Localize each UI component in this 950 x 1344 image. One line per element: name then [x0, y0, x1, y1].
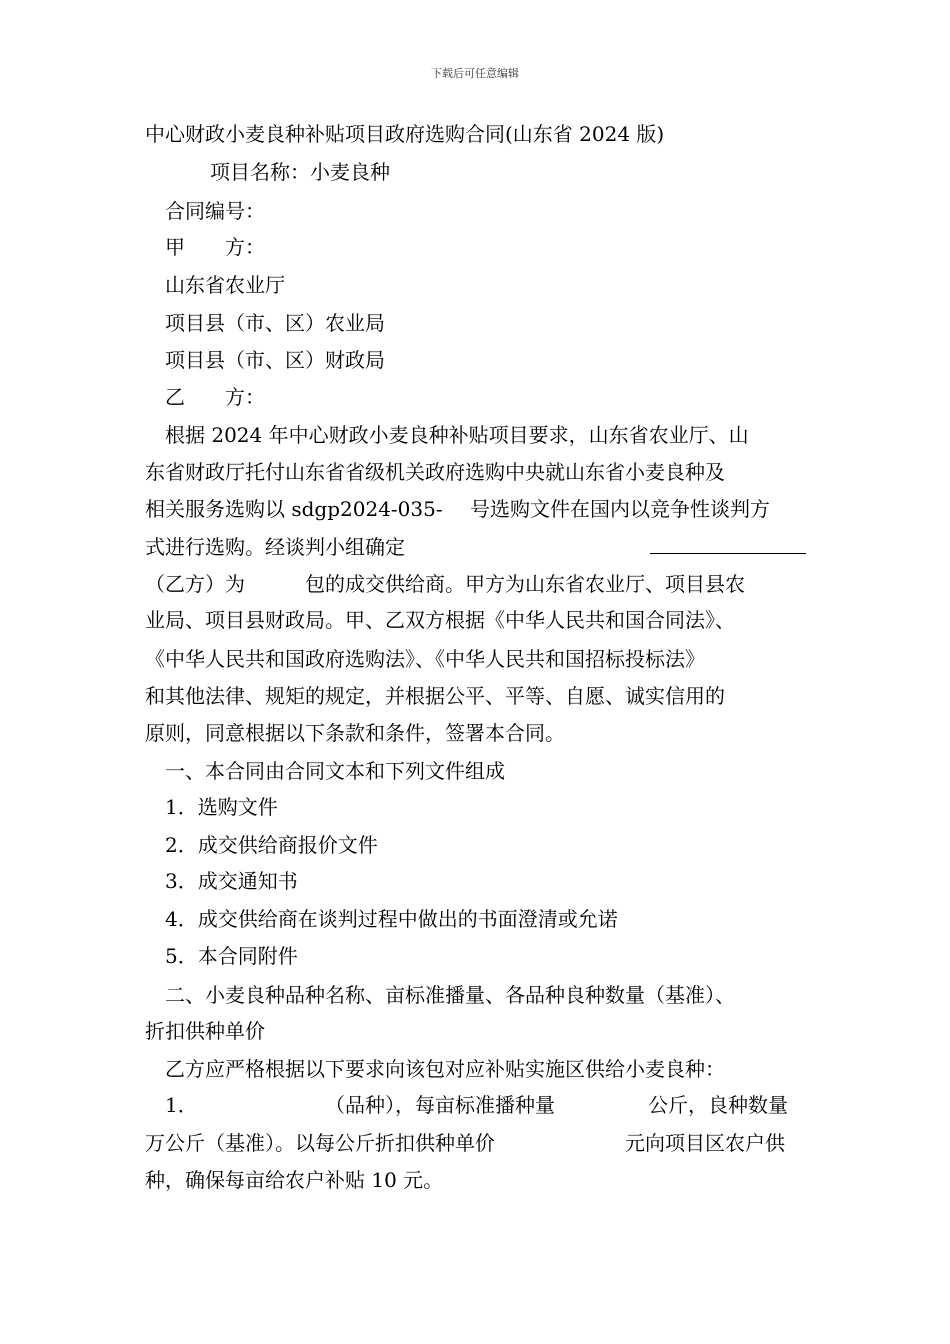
- section-2-heading: 二、小麦良种品种名称、亩标准播量、各品种良种数量（基准）、: [165, 983, 735, 1007]
- list-item: 2．成交供给商报价文件: [165, 833, 378, 857]
- paragraph-line: 业局、项目县财政局。甲、乙双方根据《中华人民共和国合同法》、: [145, 608, 735, 632]
- project-name: 项目名称：小麦良种: [210, 160, 390, 184]
- paragraph-line: 根据 2024 年中心财政小麦良种补贴项目要求，山东省农业厅、山: [165, 423, 749, 447]
- section-2-intro: 乙方应严格根据以下要求向该包对应补贴实施区供给小麦良种：: [165, 1057, 725, 1081]
- list-item: 1．选购文件: [165, 795, 278, 819]
- paragraph-line: 包的成交供给商。甲方为山东省农业厅、项目县农: [305, 572, 745, 596]
- party-b-label: 乙 方：: [165, 385, 265, 409]
- section-1-heading: 一、本合同由合同文本和下列文件组成: [165, 759, 505, 783]
- paragraph-line: 东省财政厅托付山东省省级机关政府选购中央就山东省小麦良种及: [145, 460, 725, 484]
- paragraph-line: 号选购文件在国内以竞争性谈判方: [470, 497, 770, 521]
- item-text: 公斤，良种数量: [648, 1093, 788, 1117]
- list-item: 5．本合同附件: [165, 944, 298, 968]
- header-note: 下载后可任意编辑: [431, 67, 519, 80]
- item-number: 1．: [165, 1093, 198, 1117]
- party-a-label: 甲 方：: [165, 235, 265, 259]
- paragraph-line: （乙方）为: [145, 572, 245, 596]
- item-text: 万公斤（基准）。以每公斤折扣供种单价: [145, 1131, 495, 1155]
- paragraph-line: 和其他法律、规矩的规定，并根据公平、平等、自愿、诚实信用的: [145, 684, 725, 708]
- section-2-heading-cont: 折扣供种单价: [145, 1019, 265, 1043]
- item-text: 种，确保每亩给农户补贴 10 元。: [145, 1168, 444, 1192]
- contract-number: 合同编号：: [165, 199, 265, 223]
- party-a-agency-2: 项目县（市、区）农业局: [165, 311, 385, 335]
- party-a-agency-1: 山东省农业厅: [165, 273, 285, 297]
- list-item: 4．成交供给商在谈判过程中做出的书面澄清或允诺: [165, 907, 618, 931]
- item-text: （品种），每亩标准播种量: [325, 1093, 555, 1117]
- paragraph-line: 式进行选购。经谈判小组确定: [145, 535, 405, 559]
- list-item: 3．成交通知书: [165, 869, 298, 893]
- paragraph-line: 《中华人民共和国政府选购法》、《中华人民共和国招标投标法》: [145, 647, 705, 671]
- supplier-blank: [650, 533, 806, 561]
- paragraph-line: 原则，同意根据以下条款和条件，签署本合同。: [145, 721, 565, 745]
- party-a-agency-3: 项目县（市、区）财政局: [165, 348, 385, 372]
- paragraph-line: 相关服务选购以 sdgp2024-035-: [145, 497, 443, 521]
- item-text: 元向项目区农户供: [625, 1131, 785, 1155]
- document-title: 中心财政小麦良种补贴项目政府选购合同(山东省 2024 版): [145, 122, 665, 146]
